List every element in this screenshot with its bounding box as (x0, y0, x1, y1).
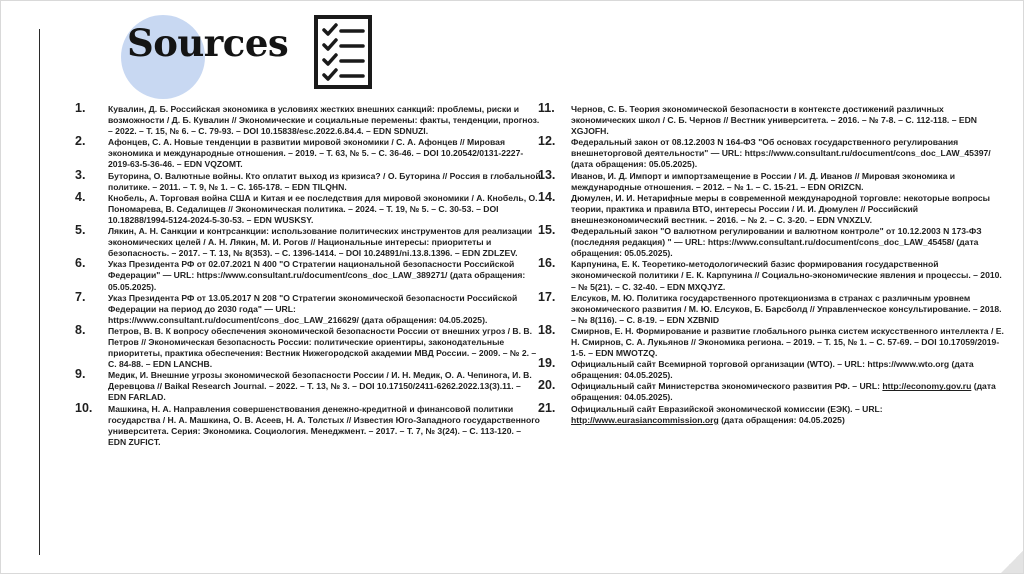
reference-text: Федеральный закон от 08.12.2003 N 164-ФЗ "Об основах государственного регулирования внешнеторговой деятельности" — URL: https://www.consultant.ru/document/cons_doc_LAW_45397/ (дата обращения: 05.05.2025). (571, 137, 991, 170)
reference-item (538, 378, 1006, 403)
reference-number: 5. (75, 223, 86, 238)
reference-number: 13. (538, 167, 556, 182)
reference-item (75, 400, 541, 448)
reference-item (538, 223, 1006, 259)
reference-item (75, 223, 541, 259)
reference-text: Указ Президента РФ от 13.05.2017 N 208 "О Стратегии экономической безопасности Российской Федерации на период до 2030 года" — URL: https://www.consultant.ru/document/cons_doc_LAW_216629/ (дата обращения: 04.05.2025). (108, 292, 518, 325)
reference-item (538, 167, 1006, 193)
references-right-column (538, 101, 1006, 426)
reference-number: 7. (75, 289, 86, 304)
reference-text-pre: Официальный сайт Евразийской экономической комиссии (ЕЭК). – URL: (571, 403, 883, 414)
reference-text: Буторина, О. Валютные войны. Кто оплатит выход из кризиса? / О. Буторина // Россия в глобальной политике. – 2011. – Т. 9, № 1. – С. 165-178. – EDN TILQHN. (108, 170, 541, 192)
reference-number: 21. (538, 400, 556, 415)
reference-item (75, 134, 541, 170)
reference-text: Официальный сайт Всемирной торговой организации (WTO). – URL: https://www.wto.org (дата обращения: 04.05.2025). (571, 359, 974, 381)
reference-text: Елсуков, М. Ю. Политика государственного протекционизма в странах с различным уровнем экономического развития / М. Ю. Елсуков, Б. Барсболд // Управленческое консультирование. – 2018. – № 8(116). – С. 8-19. – EDN XZBNID (571, 292, 1002, 325)
reference-text: Кнобель, А. Торговая война США и Китая и ее последствия для мировой экономики / А. Кнобель, О. Пономарева, В. Седалищев // Экономическая политика. – 2024. – Т. 19, № 5. – С. 30-53. – DOI 10.18288/1994-5124-2024-5-30-53. – EDN WUSKSY. (108, 192, 538, 225)
reference-item (538, 322, 1006, 359)
reference-item (538, 189, 1006, 226)
references-left-column (75, 101, 541, 448)
reference-number: 4. (75, 189, 86, 204)
reference-item (75, 256, 541, 292)
reference-text: Карпунина, Е. К. Теоретико-методологический базис формирования государственной экономической политики / Е. К. Карпунина // Социально-экономические явления и процессы. – 2010. – № 5(21). – С. 32-40. – EDN MXQJYZ. (571, 259, 1002, 292)
reference-item (75, 367, 541, 403)
eurasiancommission-link[interactable]: http://www.eurasiancommission.org (571, 414, 719, 425)
reference-item (538, 289, 1006, 326)
reference-text-pre: Официальный сайт Министерства экономического развития РФ. – URL: (571, 381, 883, 392)
reference-item (538, 400, 1006, 426)
reference-text: Афонцев, С. А. Новые тенденции в развитии мировой экономики / С. А. Афонцев // Мировая экономика и международные отношения. – 2019. – Т. 63, № 5. – С. 36-46. – DOI 10.20542/0131-2227-2019-63-5-36-46. – EDN VQZOMT. (108, 137, 524, 170)
page-corner-fold (1001, 551, 1023, 573)
reference-text: Машкина, Н. А. Направления совершенствования денежно-кредитной и финансовой политики государства / Н. А. Машкина, О. В. Асеев, Н. А. Толстых // Известия Юго-Западного государственного университета. Серия: Экономика. Социология. Менеджмент. – 2017. – Т. 7, № 3(24). – С. 113-120. – EDN ZUFICT. (108, 403, 540, 447)
reference-text-post: (дата обращения: 04.05.2025) (718, 414, 845, 425)
reference-number: 20. (538, 378, 556, 393)
page-title: Sources (127, 21, 289, 65)
reference-number: 18. (538, 322, 556, 337)
reference-text: Медик, И. Внешние угрозы экономической безопасности России / И. Н. Медик, О. А. Чепинога, И. В. Деревцова // Baikal Research Journal. – 2022. – Т. 13, № 3. – DOI 10.17150/2411-6262.2022.13(3).11. – EDN FARLAD. (108, 370, 532, 403)
reference-item (75, 101, 541, 137)
reference-number: 10. (75, 400, 93, 415)
reference-number: 19. (538, 356, 556, 371)
reference-number: 3. (75, 167, 86, 182)
reference-item (538, 256, 1006, 292)
reference-item (75, 189, 541, 226)
reference-text: Кувалин, Д. Б. Российская экономика в условиях жестких внешних санкций: проблемы, риски и возможности / Д. Б. Кувалин // Экономические и социальные перемены: факты, тенденции, прогноз. – 2022. – Т. 15, № 6. – С. 79-93. – DOI 10.15838/esc.2022.6.84.4. – EDN SDNUZI. (108, 104, 540, 137)
reference-number: 11. (538, 101, 555, 115)
reference-number: 9. (75, 367, 86, 382)
reference-number: 15. (538, 223, 556, 238)
reference-text: Петров, В. В. К вопросу обеспечения экономической безопасности России от внешних угроз / В. В. Петров // Экономическая безопасность России: политические ориентиры, законодательные приоритеты, практика обеспечения: Вестник Нижегородской академии МВД России. – 2009. – № 2. – С. 84-88. – EDN LANCHB. (108, 325, 537, 370)
reference-number: 2. (75, 134, 86, 149)
reference-text: Указ Президента РФ от 02.07.2021 N 400 "О Стратегии национальной безопасности Российской Федерации" — URL: https://www.consultant.ru/document/cons_doc_LAW_389271/ (дата обращения: 05.05.2025). (108, 259, 526, 292)
reference-item (75, 289, 541, 326)
reference-text (556, 381, 1006, 403)
reference-item (538, 134, 1006, 170)
reference-number: 17. (538, 289, 556, 304)
reference-text: Дюмулен, И. И. Нетарифные меры в современной международной торговле: некоторые вопросы теории, практика и правила ВТО, интересы России / И. И. Дюмулен // Российский внешнеэкономический вестник. – 2016. – № 2. – С. 3-20. – EDN VNXZLV. (571, 192, 990, 225)
reference-number: 1. (75, 101, 86, 115)
reference-item (538, 101, 1006, 137)
checklist-icon (313, 14, 373, 90)
vertical-divider (39, 29, 40, 555)
reference-text: Смирнов, Е. Н. Формирование и развитие глобального рынка систем искусственного интеллекта / Е. Н. Смирнов, С. А. Лукьянов // Экономика региона. – 2019. – Т. 15, № 1. – С. 57-69. – DOI 10.17059/2019-1-5. – EDN MWOTZQ. (571, 325, 1004, 359)
reference-number: 14. (538, 189, 556, 204)
reference-text: Федеральный закон "О валютном регулировании и валютном контроле" от 10.12.2003 N 173-ФЗ (последняя редакция) " — URL: https://www.consultant.ru/document/cons_doc_LAW_45458/ (дата обращения: 05.05.2025). (571, 226, 982, 259)
reference-text (556, 404, 1006, 426)
reference-item (75, 167, 541, 193)
reference-text: Лякин, А. Н. Санкции и контрсанкции: использование политических инструментов для реализации экономических целей / А. Н. Лякин, М. И. Рогов // Национальные интересы: приоритеты и безопасность. – 2017. – Т. 13, № 8(353). – С. 1396-1414. – DOI 10.24891/ni.13.8.1396. – EDN ZDLZEV. (108, 226, 533, 259)
economy-gov-link[interactable]: http://economy.gov.ru (882, 381, 972, 392)
reference-item (75, 322, 541, 370)
reference-number: 12. (538, 134, 556, 149)
reference-text-post: (дата обращения: 04.05.2025). (571, 381, 996, 403)
reference-text: Чернов, С. Б. Теория экономической безопасности в контексте достижений различных экономических школ / С. Б. Чернов // Вестник университета. – 2016. – № 7-8. – С. 112-118. – EDN XGJOFH. (571, 104, 978, 137)
reference-number: 16. (538, 256, 556, 271)
reference-number: 8. (75, 322, 86, 337)
reference-text: Иванов, И. Д. Импорт и импортзамещение в России / И. Д. Иванов // Мировая экономика и международные отношения. – 2012. – № 1. – С. 15-21. – EDN ORIZCN. (571, 170, 956, 192)
reference-number: 6. (75, 256, 86, 271)
reference-item (538, 356, 1006, 381)
